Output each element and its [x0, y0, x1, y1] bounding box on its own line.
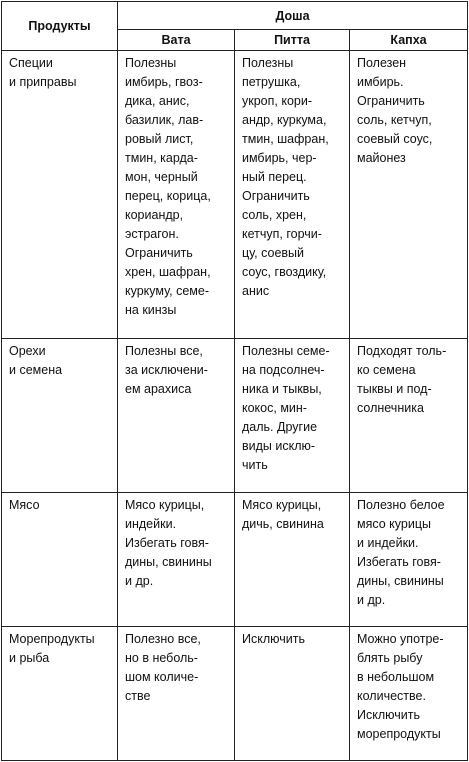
- header-vata-label: Вата: [161, 33, 191, 47]
- header-products: [2, 2, 118, 51]
- cell-pitta: [235, 627, 350, 761]
- cell-vata: [118, 627, 235, 761]
- cell-pitta: [235, 51, 350, 339]
- cell-vata: [118, 51, 235, 339]
- cell-product: [2, 493, 118, 627]
- header-dosha-label: Доша: [275, 8, 310, 23]
- header-products-label: Продукты: [28, 19, 91, 33]
- header-dosha: [118, 2, 468, 30]
- header-pitta-label: Питта: [274, 33, 310, 47]
- header-pitta: [235, 30, 350, 51]
- header-vata: [118, 30, 235, 51]
- header-kapha: [350, 30, 468, 51]
- pitta-text: Полезны петрушка, укроп, кори- андр, куркума, тмин, шафран, имбирь, чер- ный перец. Ограничить соль, хрен, кетчуп, горчи- цу, соевый соус, гвоздику, анис: [242, 56, 329, 298]
- dosha-food-table: [1, 1, 468, 761]
- pitta-text: Исключить: [242, 632, 305, 646]
- cell-product: [2, 627, 118, 761]
- product-label: Орехи и семена: [9, 344, 63, 377]
- product-label: Морепродукты и рыба: [9, 632, 95, 665]
- cell-product: [2, 339, 118, 493]
- kapha-text: Полезен имбирь. Ограничить соль, кетчуп, соевый соус, майонез: [357, 56, 433, 165]
- table-row: [2, 493, 468, 627]
- vata-text: Полезно все, но в неболь- шом количе- стве: [125, 632, 201, 703]
- cell-kapha: [350, 627, 468, 761]
- table-row: [2, 339, 468, 493]
- vata-text: Полезны все, за исключени- ем арахиса: [125, 344, 208, 396]
- cell-kapha: [350, 339, 468, 493]
- product-label: Специи и приправы: [9, 56, 77, 89]
- vata-text: Полезны имбирь, гвоз- дика, анис, базилик, лав- ровый лист, тмин, кардa- мон, черный перец, корица, кориандр, эстрагон. Ограничить хрен, шафран, куркуму, семе- на кинзы: [125, 56, 211, 317]
- cell-pitta: [235, 493, 350, 627]
- pitta-text: Полезны семе- на подсолнеч- ника и тыквы, кокос, мин- даль. Другие виды исклю- чить: [242, 344, 330, 472]
- table-row: [2, 627, 468, 761]
- kapha-text: Можно употре- блять рыбу в небольшом количестве. Исключить морепродукты: [357, 632, 444, 741]
- cell-product: [2, 51, 118, 339]
- cell-pitta: [235, 339, 350, 493]
- header-kapha-label: Капха: [390, 33, 427, 47]
- table-row: [2, 51, 468, 339]
- kapha-text: Полезно белое мясо курицы и индейки. Избегать говя- дины, свинины и др.: [357, 498, 445, 607]
- product-label: Мясо: [9, 498, 40, 512]
- kapha-text: Подходят толь- ко семена тыквы и под- солнечника: [357, 344, 447, 415]
- cell-vata: [118, 493, 235, 627]
- cell-vata: [118, 339, 235, 493]
- pitta-text: Мясо курицы, дичь, свинина: [242, 498, 324, 531]
- cell-kapha: [350, 51, 468, 339]
- vata-text: Мясо курицы, индейки. Избегать говя- дины, свинины и др.: [125, 498, 212, 588]
- cell-kapha: [350, 493, 468, 627]
